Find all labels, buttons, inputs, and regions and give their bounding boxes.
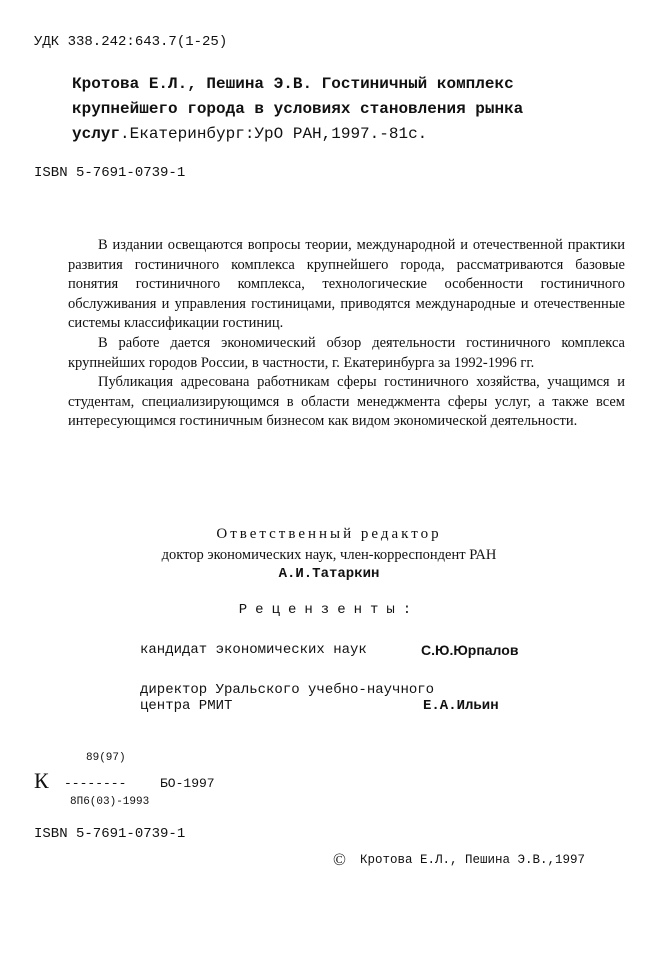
catalog-k-letter: К [34, 768, 49, 793]
abstract-paragraph-2: В работе дается экономический обзор деятельности гостиничного комплекса крупнейших городов России, в частности, г. Екатеринбурга за 1992-1996 гг. [68, 334, 625, 371]
title-line-1: Гостиничный комплекс [321, 75, 514, 93]
catalog-code-1: 89(97) [86, 752, 126, 764]
reviewer-1-title: кандидат экономических наук [140, 642, 367, 658]
udk-code: УДК 338.242:643.7(1-25) [34, 34, 228, 50]
abstract-paragraph-3: Публикация адресована работникам сферы гостиничного хозяйства, учащимся и студентам, специализирующимся в области менеджмента сферы услуг, а также всем интересующимся гостиничным бизнесом как видом экономической деятельности. [68, 374, 625, 430]
catalog-code-2: 8П6(03)-1993 [70, 796, 150, 808]
title-line-3: услуг [72, 125, 121, 143]
catalog-k-dashes: -------- [64, 776, 127, 791]
catalog-k-code: БО-1997 [160, 776, 215, 791]
reviewer-2-name: Е.А.Ильин [423, 698, 499, 714]
bibliographic-entry [72, 72, 632, 147]
isbn-bottom: ISBN 5-7691-0739-1 [34, 826, 186, 842]
copyright-text: Кротова Е.Л., Пешина Э.В.,1997 [360, 853, 586, 867]
reviewer-2-title-line-2: центра РМИТ [140, 698, 233, 714]
editor-name: А.И.Татаркин [278, 566, 380, 582]
abstract [68, 236, 625, 432]
title-line-2: крупнейшего города в условиях становления рынка [72, 100, 524, 118]
reviewer-2-title-line-1: директор Уральского учебно-научного [140, 682, 435, 698]
imprint: .Екатеринбург:УрО РАН,1997.-81с. [120, 125, 428, 143]
reviewer-1-name: С.Ю.Юрпалов [421, 642, 519, 658]
isbn-top: ISBN 5-7691-0739-1 [34, 165, 186, 181]
abstract-paragraph-1: В издании освещаются вопросы теории, международной и отечественной практики развития гостиничного комплекса крупнейшего города, рассматриваются базовые понятия гостиничного комплекса, технологические особенности гостиничного обслуживания и управления гостиницами, приводятся международные и отечественные системы классификации гостиниц. [68, 237, 625, 332]
editor-heading: Ответственный редактор [216, 526, 442, 542]
authors: Кротова Е.Л., Пешина Э.В. [72, 75, 313, 93]
editor-title: доктор экономических наук, член-корреспондент РАН [161, 547, 497, 563]
reviewers-heading: Рецензенты: [238, 602, 420, 618]
copyright-icon: © [333, 850, 346, 869]
